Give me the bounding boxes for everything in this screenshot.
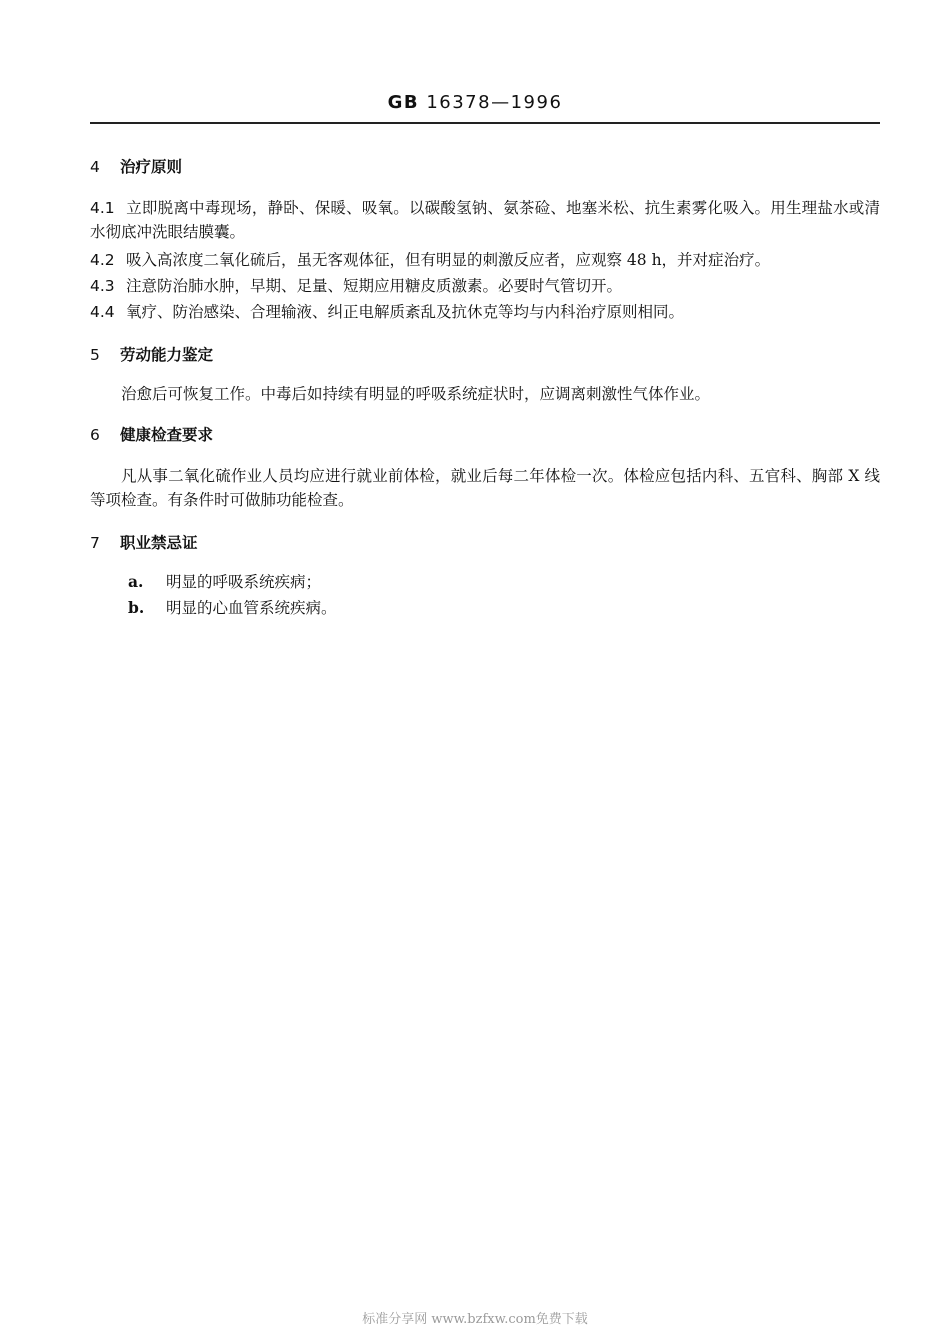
clause-number: 4.4 — [90, 303, 115, 321]
section-4-heading: 4 治疗原则 — [90, 158, 183, 176]
clause-number: 4.2 — [90, 251, 115, 269]
section-6-text: 凡从事二氧化硫作业人员均应进行就业前体检，就业后每二年体检一次。体检应包括内科、五官科、胸部 X 线等项检查。有条件时可做肺功能检查。 — [90, 467, 880, 509]
section-6-heading: 6 健康检查要求 — [90, 426, 214, 444]
clause-number: 4.1 — [90, 199, 115, 217]
section-5-text: 治愈后可恢复工作。中毒后如持续有明显的呼吸系统症状时，应调离刺激性气体作业。 — [121, 385, 711, 403]
page-header — [0, 92, 950, 113]
clause-4-2: 4.2 吸入高浓度二氧化硫后，虽无客观体征，但有明显的刺激反应者，应观察 48 h，并对症治疗。 — [90, 248, 880, 272]
clause-4-1: 4.1 立即脱离中毒现场，静卧、保暖、吸氧。以碳酸氢钠、氨茶硷、地塞米松、抗生素雾化吸入。用生理盐水或清水彻底冲洗眼结膜囊。 — [90, 196, 880, 244]
section-7-heading: 7 职业禁忌证 — [90, 534, 198, 552]
header-rule — [90, 122, 880, 124]
list-item: b. 明显的心血管系统疾病。 — [128, 598, 337, 617]
clause-number: 4.3 — [90, 277, 115, 295]
list-item: a. 明显的呼吸系统疾病； — [128, 572, 322, 591]
standard-code: GB — [387, 92, 420, 113]
clause-4-3: 4.3 注意防治肺水肿，早期、足量、短期应用糖皮质激素。必要时气管切开。 — [90, 274, 880, 298]
section-5-heading: 5 劳动能力鉴定 — [90, 346, 214, 364]
clause-4-4: 4.4 氧疗、防治感染、合理输液、纠正电解质紊乱及抗休克等均与内科治疗原则相同。 — [90, 300, 880, 324]
standard-number: 16378—1996 — [426, 92, 563, 113]
footer-watermark: 标准分享网 www.bzfxw.com免费下载 — [362, 1312, 588, 1327]
